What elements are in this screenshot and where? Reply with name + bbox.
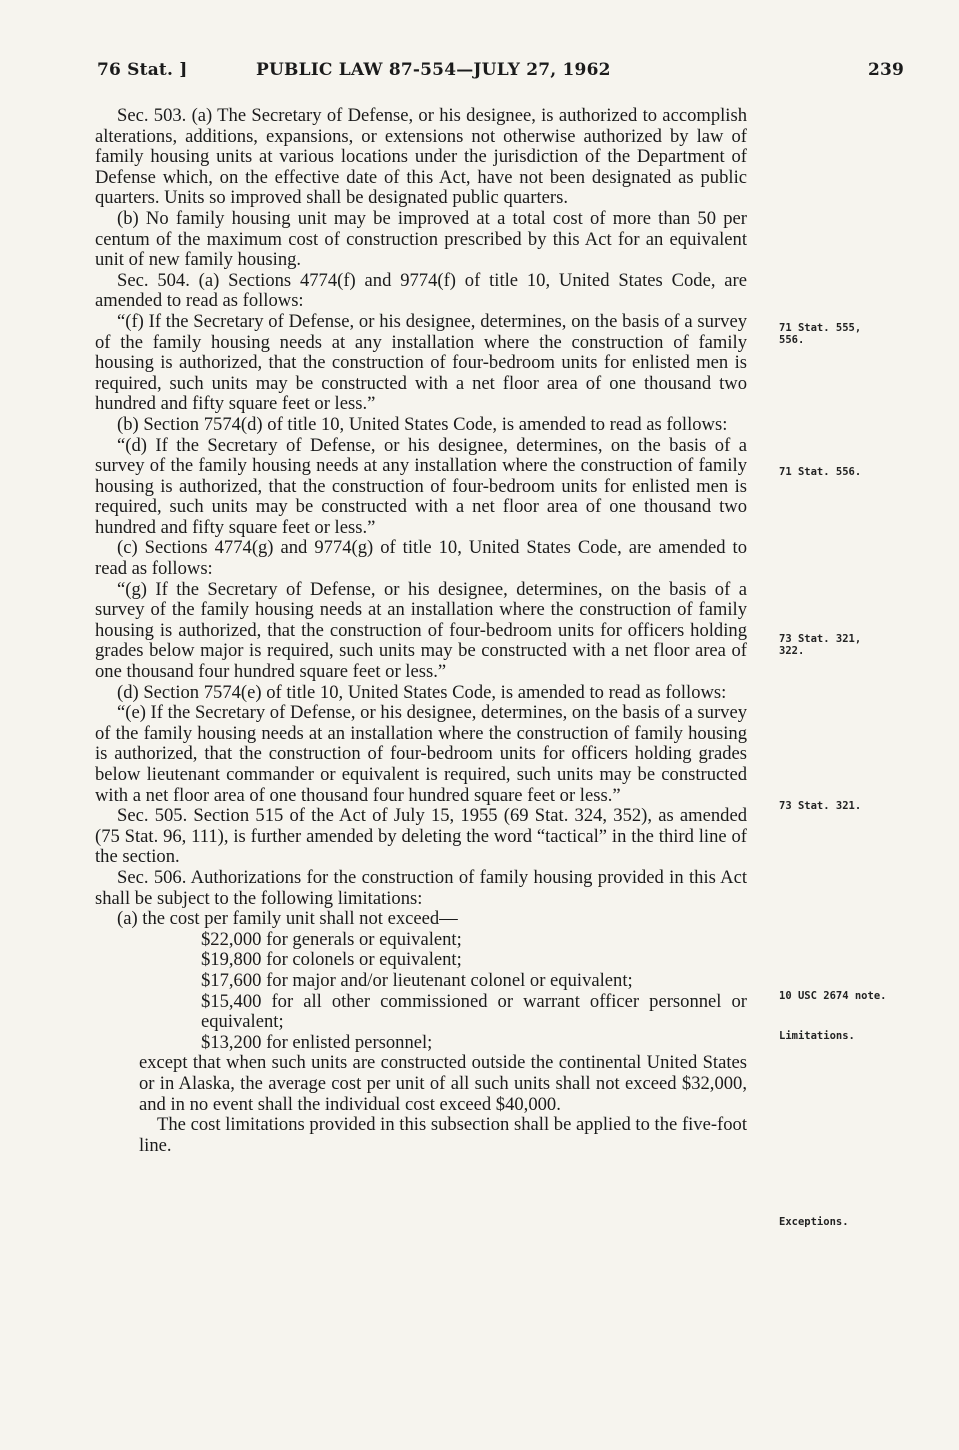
margin-note-73-stat-321-322: 73 Stat. 321, 322. (779, 633, 862, 657)
margin-note-71-stat-556: 71 Stat. 556. (779, 466, 862, 478)
cost-line-colonels: $19,800 for colonels or equivalent; (201, 949, 462, 971)
paragraph-sec504d: (d) Section 7574(e) of title 10, United States Code, is amended to read as follows: (117, 681, 727, 703)
paragraph-sec503a: Sec. 503. (a) The Secretary of Defense, or his designee, is authorized to accomplish alterations, additions, expansions, or extensions not otherwise authorized by law of family housing units at various locations under the jurisdiction of the Department of Defense which, on the effective date of this Act, have not been designated as public quarters. Units so improved shall be designated public quarters. (95, 105, 747, 209)
margin-note-exceptions: Exceptions. (779, 1216, 849, 1228)
margin-note-73-stat-321: 73 Stat. 321. (779, 800, 862, 812)
paragraph-sec505: Sec. 505. Section 515 of the Act of July 15, 1955 (69 Stat. 324, 352), as amended (75 Stat. 96, 111), is further amended by deleting the word “tactical” in the third line of the section. (95, 805, 747, 868)
margin-note-71-stat-555: 71 Stat. 555, 556. (779, 322, 862, 346)
cost-line-enlisted: $13,200 for enlisted personnel; (201, 1031, 433, 1053)
paragraph-quote-f: “(f) If the Secretary of Defense, or his designee, determines, on the basis of a survey of the family housing needs at any installation where the construction of family housing is authorized, that the construction of four-bedroom units for enlisted men is required, such units may be constructed with a net floor area of one thousand two hundred and fifty square feet or less.” (95, 310, 747, 415)
paragraph-sec504a: Sec. 504. (a) Sections 4774(f) and 9774(f) of title 10, United States Code, are amended to read as follows: (95, 269, 747, 312)
paragraph-cost-intro: (a) the cost per family unit shall not exceed— (117, 908, 458, 930)
paragraph-quote-d: “(d) If the Secretary of Defense, or his designee, determines, on the basis of a survey of the family housing needs at any installation where the construction of family housing is authorized, that the construction of four-bedroom units for enlisted men is required, such units may be constructed with a net floor area of one thousand two hundred and fifty square feet or less.” (95, 434, 747, 538)
cost-line-other-officers: $15,400 for all other commissioned or warrant officer personnel or equivalent; (201, 990, 747, 1033)
paragraph-sec504b: (b) Section 7574(d) of title 10, United States Code, is amended to read as follows: (117, 413, 728, 435)
paragraph-five-foot-line: The cost limitations provided in this subsection shall be applied to the five-foot line. (139, 1114, 747, 1156)
header-title: PUBLIC LAW 87-554—JULY 27, 1962 (256, 60, 611, 80)
margin-note-limitations: Limitations. (779, 1030, 855, 1042)
paragraph-sec504c: (c) Sections 4774(g) and 9774(g) of title 10, United States Code, are amended to read as follows: (95, 537, 747, 580)
paragraph-quote-e: “(e) If the Secretary of Defense, or his designee, determines, on the basis of a survey of the family housing needs at an installation where the construction of family housing is authorized, that the construction of four-bedroom units for officers holding grades below lieutenant commander or equivalent is required, such units may be constructed with a net floor area of one thousand four hundred square feet or less.” (95, 702, 747, 806)
paragraph-sec506: Sec. 506. Authorizations for the construction of family housing provided in this Act shall be subject to the following limitations: (95, 866, 747, 909)
margin-note-10-usc-2674: 10 USC 2674 note. (779, 990, 887, 1002)
paragraph-quote-g: “(g) If the Secretary of Defense, or his designee, determines, on the basis of a survey of the family housing needs at an installation where the construction of family housing is authorized, that the construction of four-bedroom units for officers holding grades below major is required, such units may be constructed with a net floor area of one thousand four hundred square feet or less.” (95, 578, 747, 683)
page-number: 239 (868, 60, 905, 80)
cost-line-majors: $17,600 for major and/or lieutenant colonel or equivalent; (201, 969, 633, 991)
paragraph-exceptions: except that when such units are constructed outside the continental United States or in Alaska, the average cost per unit of all such units shall not exceed $32,000, and in no event shall the individual cost exceed $40,000. (139, 1052, 747, 1115)
paragraph-sec503b: (b) No family housing unit may be improved at a total cost of more than 50 per centum of the maximum cost of construction prescribed by this Act for an equivalent unit of new family housing. (95, 207, 747, 271)
cost-line-generals: $22,000 for generals or equivalent; (201, 928, 462, 950)
header-volume: 76 Stat. ] (97, 60, 188, 80)
body-text (95, 106, 747, 1156)
